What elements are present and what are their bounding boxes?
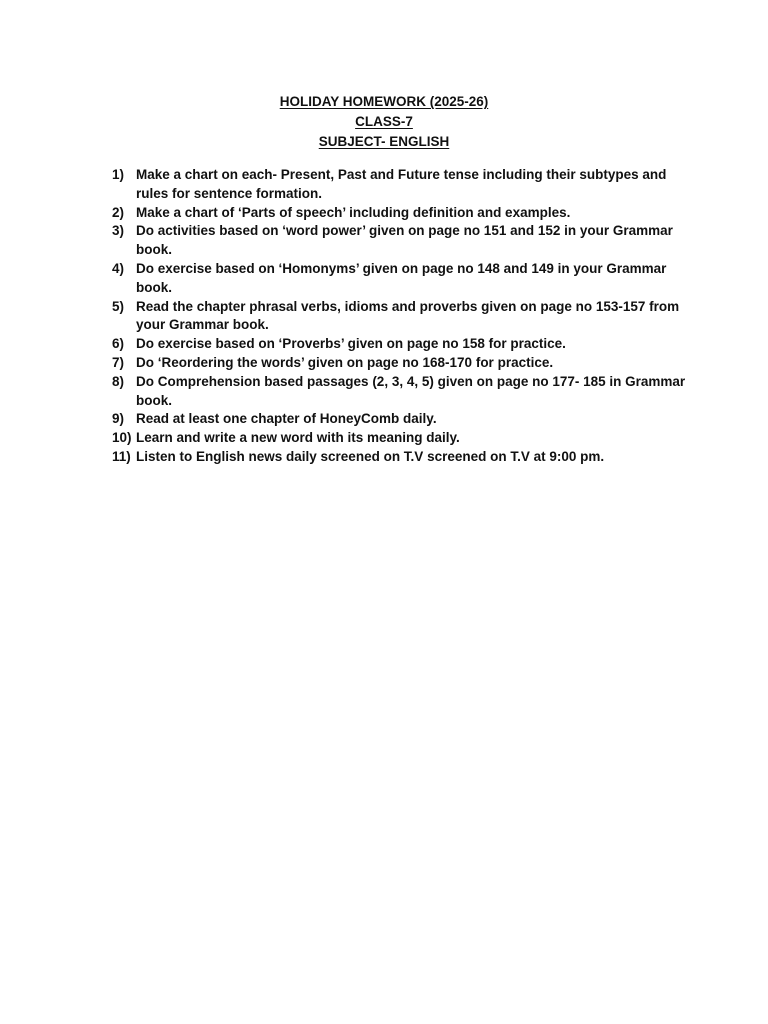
task-number: 3) xyxy=(112,223,125,239)
task-number: 4) xyxy=(112,260,125,276)
task-number: 1) xyxy=(112,167,125,182)
list-item xyxy=(112,204,692,223)
task-text: Learn and write a new word with its meaning daily. xyxy=(136,430,460,446)
task-number: 5) xyxy=(112,298,125,314)
task-text: Do ‘Reordering the words’ given on page no 168-170 for practice. xyxy=(136,354,554,370)
list-item xyxy=(112,298,692,336)
list-item xyxy=(112,448,692,467)
list-item xyxy=(112,354,692,373)
task-text: Make a chart of ‘Parts of speech’ including definition and examples. xyxy=(136,204,571,220)
task-number: 9) xyxy=(112,411,125,427)
homework-title: HOLIDAY HOMEWORK (2025-26) xyxy=(279,94,489,109)
task-number: 8) xyxy=(112,373,125,389)
class-heading: CLASS-7 xyxy=(355,114,413,129)
list-item xyxy=(112,222,692,260)
list-item xyxy=(112,410,692,429)
task-text: Read at least one chapter of HoneyComb daily. xyxy=(136,411,437,427)
task-text: Listen to English news daily screened on T.V screened on T.V at 9:00 pm. xyxy=(136,448,605,464)
task-number: 6) xyxy=(112,336,125,352)
task-text: Read the chapter phrasal verbs, idioms and proverbs given on page no 153-157 from your Grammar book. xyxy=(136,298,680,333)
list-item xyxy=(112,335,692,354)
task-text: Do exercise based on ‘Proverbs’ given on page no 158 for practice. xyxy=(136,336,566,352)
task-text: Do Comprehension based passages (2, 3, 4, 5) given on page no 177- 185 in Grammar book. xyxy=(136,373,686,408)
task-text: Do activities based on ‘word power’ given on page no 151 and 152 in your Grammar book. xyxy=(136,223,673,258)
list-item xyxy=(112,373,692,411)
subject-heading: SUBJECT- ENGLISH xyxy=(318,134,450,149)
task-text: Do exercise based on ‘Homonyms’ given on page no 148 and 149 in your Grammar book. xyxy=(136,260,667,295)
task-number: 10) xyxy=(112,430,132,446)
document-header xyxy=(0,92,768,152)
list-item xyxy=(112,429,692,448)
list-item xyxy=(112,166,692,204)
list-item xyxy=(112,260,692,298)
task-number: 11) xyxy=(112,448,131,464)
task-text: Make a chart on each- Present, Past and Future tense including their subtypes and rules for sentence formation. xyxy=(136,167,667,201)
task-list xyxy=(112,166,692,467)
task-number: 7) xyxy=(112,354,125,370)
task-number: 2) xyxy=(112,204,125,220)
